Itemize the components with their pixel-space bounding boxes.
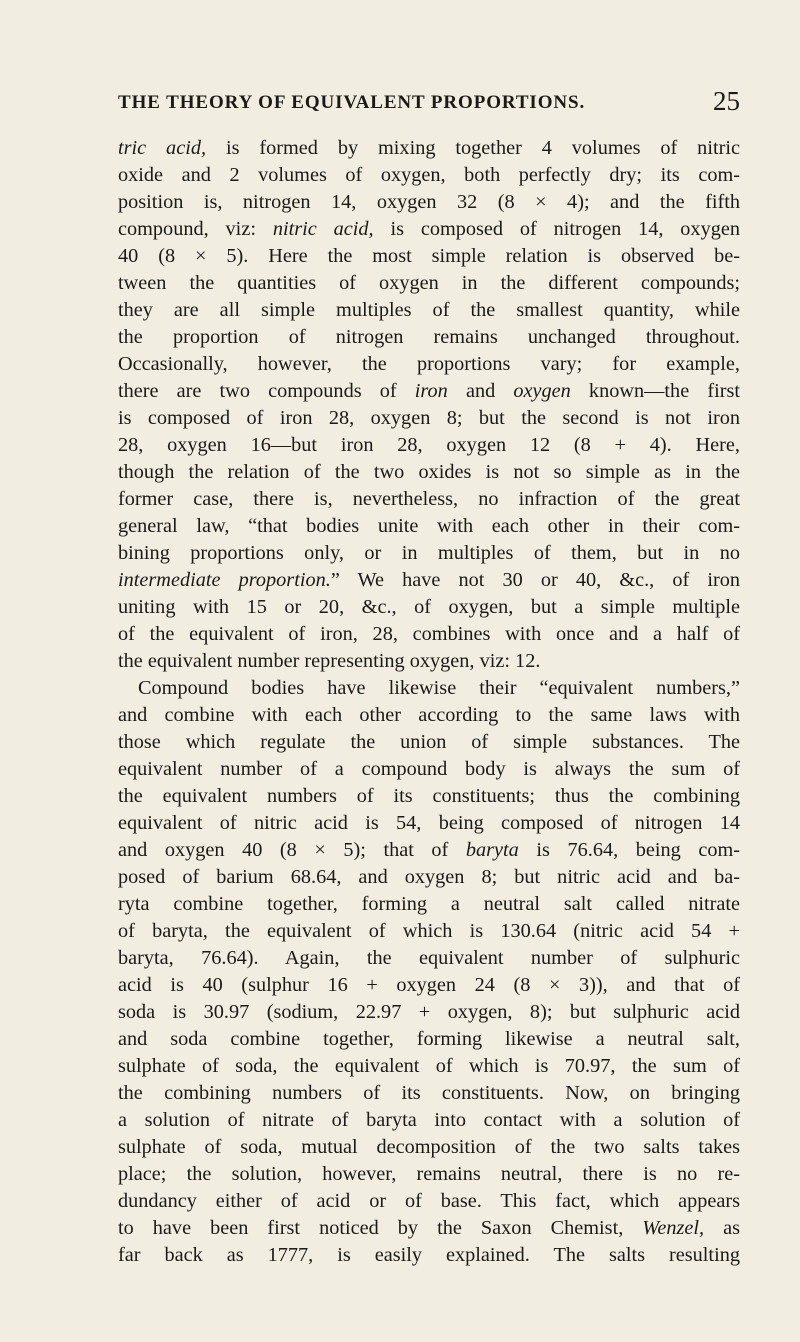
italic-text: intermediate proportion. [118, 569, 331, 591]
text-run: oxide and 2 volumes of oxygen, both perfectly dry; its com- [118, 164, 740, 186]
text-run: uniting with 15 or 20, &c., of oxygen, but a simple multiple [118, 596, 740, 618]
text-line [118, 216, 740, 243]
text-line [118, 810, 740, 837]
text-line [118, 837, 740, 864]
text-run: as [704, 1217, 740, 1239]
text-line [118, 756, 740, 783]
running-head [118, 88, 740, 120]
text-line [118, 432, 740, 459]
text-run: bining proportions only, or in multiples of them, but in no [118, 542, 740, 564]
text-run: equivalent of nitric acid is 54, being composed of nitrogen 14 [118, 812, 740, 834]
text-run: those which regulate the union of simple substances. The [118, 731, 740, 753]
text-line [118, 594, 740, 621]
italic-text: oxygen [513, 380, 571, 402]
text-line [118, 1080, 740, 1107]
text-run: 40 (8 × 5). Here the most simple relation is observed be- [118, 245, 740, 267]
text-run: acid is 40 (sulphur 16 + oxygen 24 (8 × 3)), and that of [118, 974, 740, 996]
text-line [118, 1188, 740, 1215]
text-line [118, 459, 740, 486]
text-run: is composed of nitrogen 14, oxygen [373, 218, 740, 240]
text-line [118, 270, 740, 297]
text-run: compound, viz: [118, 218, 273, 240]
italic-text: Wenzel, [642, 1217, 705, 1239]
text-line [118, 189, 740, 216]
text-line [118, 729, 740, 756]
text-run: of the equivalent of iron, 28, combines with once and a half of [118, 623, 740, 645]
text-line [118, 891, 740, 918]
text-run: a solution of nitrate of baryta into contact with a solution of [118, 1109, 740, 1131]
text-run: is 76.64, being com- [518, 839, 740, 861]
italic-text: iron [414, 380, 448, 402]
text-line [118, 864, 740, 891]
text-run: the proportion of nitrogen remains unchanged throughout. [118, 326, 740, 348]
text-run: general law, “that bodies unite with each other in their com- [118, 515, 740, 537]
text-line [118, 972, 740, 999]
text-run: position is, nitrogen 14, oxygen 32 (8 × 4); and the fifth [118, 191, 740, 213]
text-line [118, 405, 740, 432]
text-line [118, 1242, 740, 1269]
text-line [118, 999, 740, 1026]
text-run: is composed of iron 28, oxygen 8; but the second is not iron [118, 407, 740, 429]
text-line [118, 675, 740, 702]
text-line [118, 918, 740, 945]
text-run: ryta combine together, forming a neutral salt called nitrate [118, 893, 740, 915]
text-run: and [447, 380, 514, 402]
running-head-title: THE THEORY OF EQUIVALENT PROPORTIONS. [118, 92, 586, 113]
text-line [118, 378, 740, 405]
text-run: and combine with each other according to the same laws with [118, 704, 740, 726]
text-run: and oxygen 40 (8 × 5); that of [118, 839, 466, 861]
text-line [118, 567, 740, 594]
text-run: 28, oxygen 16—but iron 28, oxygen 12 (8 + 4). Here, [118, 434, 740, 456]
text-run: posed of barium 68.64, and oxygen 8; but nitric acid and ba- [118, 866, 740, 888]
text-run: known—the first [570, 380, 740, 402]
text-line [118, 783, 740, 810]
text-line [118, 243, 740, 270]
text-line [118, 540, 740, 567]
text-line [118, 1053, 740, 1080]
text-run: and soda combine together, forming likewise a neutral salt, [118, 1028, 740, 1050]
text-line [118, 1215, 740, 1242]
text-run: baryta, 76.64). Again, the equivalent number of sulphuric [118, 947, 740, 969]
text-line [118, 513, 740, 540]
text-run: place; the solution, however, remains neutral, there is no re- [118, 1163, 740, 1185]
text-line [118, 324, 740, 351]
text-run: soda is 30.97 (sodium, 22.97 + oxygen, 8); but sulphuric acid [118, 1001, 740, 1023]
text-line [118, 1107, 740, 1134]
text-run: Compound bodies have likewise their “equivalent numbers,” [138, 677, 740, 699]
text-run: there are two compounds of [118, 380, 415, 402]
text-line [118, 486, 740, 513]
text-run: far back as 1777, is easily explained. The salts resulting [118, 1244, 740, 1266]
text-run: sulphate of soda, mutual decomposition of the two salts takes [118, 1136, 740, 1158]
text-line [118, 135, 740, 162]
text-line [118, 351, 740, 378]
text-run: though the relation of the two oxides is not so simple as in the [118, 461, 740, 483]
text-run: of baryta, the equivalent of which is 130.64 (nitric acid 54 + [118, 920, 740, 942]
text-line [118, 702, 740, 729]
page-number: 25 [713, 86, 740, 116]
text-run: the combining numbers of its constituents. Now, on bringing [118, 1082, 740, 1104]
text-run: dundancy either of acid or of base. This fact, which appears [118, 1190, 740, 1212]
text-line [118, 648, 740, 675]
text-run: tween the quantities of oxygen in the different compounds; [118, 272, 740, 294]
text-line [118, 1161, 740, 1188]
italic-text: tric acid, [118, 137, 207, 159]
body-text [118, 135, 740, 1269]
italic-text: baryta [465, 839, 519, 861]
text-run: the equivalent number representing oxygen, viz: 12. [118, 650, 541, 672]
text-run: the equivalent numbers of its constituents; thus the combining [118, 785, 740, 807]
text-line [118, 162, 740, 189]
text-run: to have been first noticed by the Saxon Chemist, [118, 1217, 643, 1239]
text-line [118, 1026, 740, 1053]
text-run: they are all simple multiples of the smallest quantity, while [118, 299, 740, 321]
italic-text: nitric acid, [272, 218, 374, 240]
text-run: ” We have not 30 or 40, &c., of iron [330, 569, 740, 591]
text-line [118, 945, 740, 972]
text-run: sulphate of soda, the equivalent of which is 70.97, the sum of [118, 1055, 740, 1077]
text-run: equivalent number of a compound body is always the sum of [118, 758, 740, 780]
text-run: is formed by mixing together 4 volumes of nitric [206, 137, 740, 159]
text-line [118, 1134, 740, 1161]
text-run: former case, there is, nevertheless, no infraction of the great [118, 488, 740, 510]
text-run: Occasionally, however, the proportions vary; for example, [118, 353, 740, 375]
text-line [118, 297, 740, 324]
text-line [118, 621, 740, 648]
